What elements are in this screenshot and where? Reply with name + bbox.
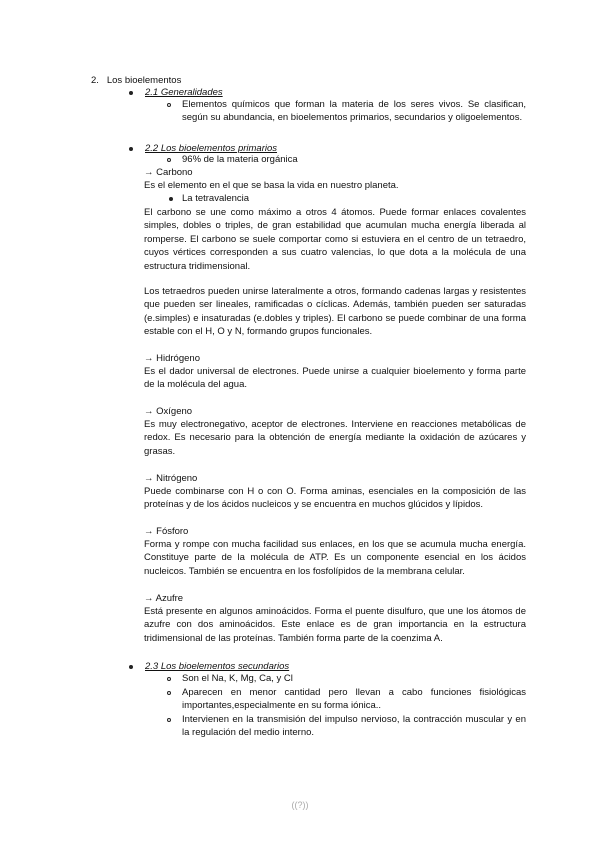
tetravalencia-item: La tetravalencia [182, 193, 250, 204]
secundarios-item: Intervienen en la transmisión del impulso nervioso, la contracción muscular y en la regulación del medio interno. [182, 714, 526, 739]
oxigeno-title: → Oxígeno [144, 406, 193, 417]
subsection-title-generalidades: 2.1 Generalidades [145, 87, 223, 98]
section-title: Los bioelementos [106, 75, 182, 86]
section-number: 2. [91, 75, 99, 86]
circle-bullet-icon [167, 691, 171, 695]
fosforo-text: Forma y rompe con mucha facilidad sus enlaces, en los que se acumula mucha energía. Constituye parte de la molécula de ATP. Es un componente esencial en los ácidos nucleicos. También se encuentra en los fosfolípidos de la membrana celular. [144, 539, 526, 577]
circle-bullet-icon [167, 158, 171, 162]
circle-bullet-icon [167, 677, 171, 681]
bullet-icon [169, 197, 173, 201]
fosforo-title: → Fósforo [144, 526, 189, 537]
carbono-paragraph-2: Los tetraedros pueden unirse lateralmente a otros, formando cadenas largas y resistentes que pueden ser lineales, ramificadas o cíclicas. Además, también pueden ser saturadas (e.simples) e insaturadas (e.dobles y triples). El carbono se puede combinar de una forma estable con el H, O y N, formando grupos funcionales. [144, 286, 526, 338]
secundarios-item: Son el Na, K, Mg, Ca, y Cl [182, 673, 293, 684]
azufre-text: Está presente en algunos aminoácidos. Forma el puente disulfuro, que une los átomos de azufre con dos aminoácidos. Este enlace es de gran importancia en la estructura tridimensional de las proteínas. También forma parte de la coenzima A. [144, 606, 526, 644]
carbono-paragraph-1: El carbono se une como máximo a otros 4 átomos. Puede formar enlaces covalentes simples, dobles o triples, de gran estabilidad que acumulan mucha energía liberada al romperse. El carbono se suele comportar como si estuviera en el centro de un tetraedro, cuyos vértices corresponden a sus cuatro valencias, lo que dota a la molécula de una estructura tridimensional. [144, 207, 526, 272]
page-footer: ((?)) [291, 800, 309, 810]
carbono-title: → Carbono [144, 167, 193, 178]
bullet-icon [129, 665, 133, 669]
bullet-icon [129, 147, 133, 151]
bullet-icon [129, 91, 133, 95]
hidrogeno-text: Es el dador universal de electrones. Puede unirse a cualquier bioelemento y forma parte de la molécula del agua. [144, 366, 526, 391]
nitrogeno-text: Puede combinarse con H o con O. Forma aminas, esenciales en la composición de las proteínas y de los ácidos nucleicos y se encuentra en muchos glúcidos y lípidos. [144, 486, 526, 511]
circle-bullet-icon [167, 103, 171, 107]
hidrogeno-title: → Hidrógeno [144, 353, 200, 364]
subsection-title-secundarios: 2.3 Los bioelementos secundarios [145, 661, 290, 672]
generalidades-text: Elementos químicos que forman la materia de los seres vivos. Se clasifican, según su abundancia, en bioelementos primarios, secundarios y oligoelementos. [182, 99, 526, 124]
subsection-title-primarios: 2.2 Los bioelementos primarios [145, 143, 278, 154]
nitrogeno-title: → Nitrógeno [144, 473, 198, 484]
secundarios-item: Aparecen en menor cantidad pero llevan a cabo funciones fisiológicas importantes,especialmente en su forma iónica.. [182, 687, 526, 712]
circle-bullet-icon [167, 718, 171, 722]
carbono-intro: Es el elemento en el que se basa la vida en nuestro planeta. [144, 180, 399, 191]
primarios-subitem: 96% de la materia orgánica [182, 154, 298, 165]
oxigeno-text: Es muy electronegativo, aceptor de electrones. Interviene en reacciones metabólicas de redox. Es necesario para la obtención de energía mediante la oxidación de azúcares y grasas. [144, 419, 526, 457]
azufre-title: → Azufre [144, 593, 184, 604]
